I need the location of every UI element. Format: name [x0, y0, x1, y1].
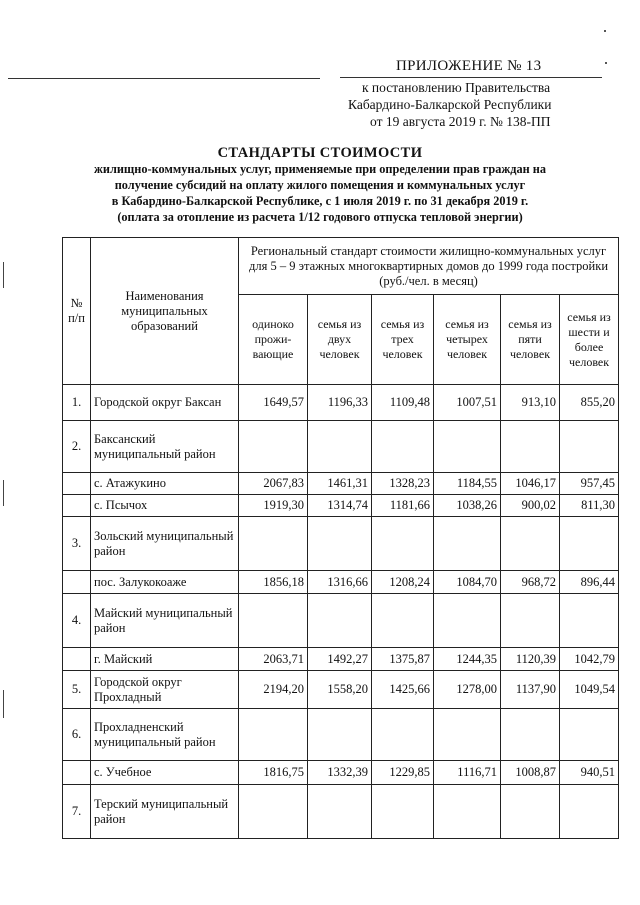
row-value: 1109,48: [372, 385, 434, 421]
row-value: 1120,39: [501, 648, 560, 671]
row-value: 1332,39: [308, 761, 372, 785]
row-num: [63, 571, 91, 594]
row-value: 1208,24: [372, 571, 434, 594]
row-value: 1046,17: [501, 473, 560, 495]
scan-margin-mark: [3, 262, 4, 288]
scan-margin-mark: [3, 480, 4, 506]
row-value: 1116,71: [434, 761, 501, 785]
row-value: [308, 709, 372, 761]
row-num: 5.: [63, 671, 91, 709]
scan-margin-mark: [3, 690, 4, 718]
row-value: 1049,54: [560, 671, 619, 709]
row-value: [372, 594, 434, 648]
row-value: [501, 517, 560, 571]
header-subcol: семья из трех человек: [372, 295, 434, 385]
row-value: 1558,20: [308, 671, 372, 709]
header-num: № п/п: [63, 238, 91, 385]
subtitle-line: получение субсидий на оплату жилого помещения и коммунальных услуг: [114, 178, 526, 192]
row-name: с. Атажукино: [91, 473, 239, 495]
row-value: 1328,23: [372, 473, 434, 495]
row-name: Терский муниципальный район: [91, 785, 239, 839]
row-value: 940,51: [560, 761, 619, 785]
row-value: [239, 785, 308, 839]
row-value: [560, 785, 619, 839]
row-value: 1278,00: [434, 671, 501, 709]
row-value: [372, 517, 434, 571]
subtitle-line: в Кабардино-Балкарской Республике, с 1 июля 2019 г. по 31 декабря 2019 г.: [111, 194, 529, 208]
row-name: Майский муниципальный район: [91, 594, 239, 648]
row-name: Баксанский муниципальный район: [91, 421, 239, 473]
row-value: 1816,75: [239, 761, 308, 785]
row-value: 1084,70: [434, 571, 501, 594]
row-value: [239, 594, 308, 648]
row-value: 1461,31: [308, 473, 372, 495]
row-num: 7.: [63, 785, 91, 839]
table-row: [63, 709, 619, 761]
row-value: 2067,83: [239, 473, 308, 495]
row-value: 1042,79: [560, 648, 619, 671]
row-num: [63, 473, 91, 495]
row-name: пос. Залукокоаже: [91, 571, 239, 594]
row-value: [560, 517, 619, 571]
row-value: 900,02: [501, 495, 560, 517]
row-name: Городской округ Баксан: [91, 385, 239, 421]
header-subcol: семья из шести и более человек: [560, 295, 619, 385]
row-value: [308, 517, 372, 571]
row-value: [560, 594, 619, 648]
header-group: Региональный стандарт стоимости жилищно-коммунальных услуг для 5 – 9 этажных многоквартирных домов до 1999 года постройки (руб./чел. в месяц): [239, 238, 619, 295]
row-value: [239, 517, 308, 571]
header-subcol: семья из двух человек: [308, 295, 372, 385]
row-value: [434, 517, 501, 571]
row-value: [308, 421, 372, 473]
row-value: 913,10: [501, 385, 560, 421]
row-value: 1229,85: [372, 761, 434, 785]
standards-table: [62, 237, 619, 839]
row-name: с. Учебное: [91, 761, 239, 785]
row-num: [63, 761, 91, 785]
scan-speck: [605, 62, 607, 64]
row-value: [560, 421, 619, 473]
row-value: 1244,35: [434, 648, 501, 671]
row-num: 6.: [63, 709, 91, 761]
row-value: 811,30: [560, 495, 619, 517]
row-name: Прохладненский муниципальный район: [91, 709, 239, 761]
row-value: 1314,74: [308, 495, 372, 517]
row-num: 2.: [63, 421, 91, 473]
row-name: с. Псычох: [91, 495, 239, 517]
header-rule-right: [340, 77, 602, 78]
row-value: [501, 709, 560, 761]
header-subcol: одиноко прожи-вающие: [239, 295, 308, 385]
row-value: [434, 421, 501, 473]
row-value: [308, 785, 372, 839]
row-value: [501, 594, 560, 648]
row-value: 2194,20: [239, 671, 308, 709]
header-name: Наименования муниципальных образований: [91, 238, 239, 385]
row-num: 4.: [63, 594, 91, 648]
table-row: [63, 517, 619, 571]
row-num: 3.: [63, 517, 91, 571]
subtitle-line: (оплата за отопление из расчета 1/12 годового отпуска тепловой энергии): [117, 210, 523, 224]
row-value: 1007,51: [434, 385, 501, 421]
resolution-line: к постановлению Правительства: [362, 80, 551, 95]
table-row: [63, 385, 619, 421]
row-num: 1.: [63, 385, 91, 421]
table-row: [63, 594, 619, 648]
table-row: [63, 671, 619, 709]
table-row: [63, 495, 619, 517]
row-value: [239, 709, 308, 761]
row-value: 2063,71: [239, 648, 308, 671]
row-value: 1856,18: [239, 571, 308, 594]
row-value: 1184,55: [434, 473, 501, 495]
scan-speck: [604, 30, 606, 32]
row-num: [63, 495, 91, 517]
document-title: СТАНДАРТЫ СТОИМОСТИ: [217, 145, 423, 161]
row-value: 896,44: [560, 571, 619, 594]
row-value: [372, 785, 434, 839]
row-name: Городской округ Прохладный: [91, 671, 239, 709]
row-value: [372, 421, 434, 473]
row-value: 957,45: [560, 473, 619, 495]
appendix-title: ПРИЛОЖЕНИЕ № 13: [396, 58, 542, 74]
subtitle-line: жилищно-коммунальных услуг, применяемые при определении прав граждан на: [93, 162, 547, 176]
row-value: 1181,66: [372, 495, 434, 517]
row-value: 1316,66: [308, 571, 372, 594]
row-value: 1425,66: [372, 671, 434, 709]
table-row: [63, 473, 619, 495]
row-value: [372, 709, 434, 761]
row-value: [308, 594, 372, 648]
row-value: [501, 421, 560, 473]
row-value: 1137,90: [501, 671, 560, 709]
row-value: [434, 785, 501, 839]
row-value: 855,20: [560, 385, 619, 421]
row-name: г. Майский: [91, 648, 239, 671]
row-value: [560, 709, 619, 761]
row-value: 1038,26: [434, 495, 501, 517]
table-row: [63, 761, 619, 785]
resolution-line: от 19 августа 2019 г. № 138-ПП: [370, 114, 551, 129]
row-value: 1919,30: [239, 495, 308, 517]
row-num: [63, 648, 91, 671]
row-value: 1196,33: [308, 385, 372, 421]
table-row: [63, 421, 619, 473]
row-value: 1008,87: [501, 761, 560, 785]
resolution-line: Кабардино-Балкарской Республики: [348, 97, 552, 112]
header-rule-left: [8, 78, 320, 79]
row-value: 968,72: [501, 571, 560, 594]
row-name: Зольский муниципальный район: [91, 517, 239, 571]
row-value: 1492,27: [308, 648, 372, 671]
row-value: [501, 785, 560, 839]
header-subcol: семья из четырех человек: [434, 295, 501, 385]
table-row: [63, 785, 619, 839]
row-value: 1375,87: [372, 648, 434, 671]
row-value: [434, 709, 501, 761]
row-value: [239, 421, 308, 473]
header-subcol: семья из пяти человек: [501, 295, 560, 385]
table-row: [63, 648, 619, 671]
row-value: [434, 594, 501, 648]
row-value: 1649,57: [239, 385, 308, 421]
table-row: [63, 571, 619, 594]
